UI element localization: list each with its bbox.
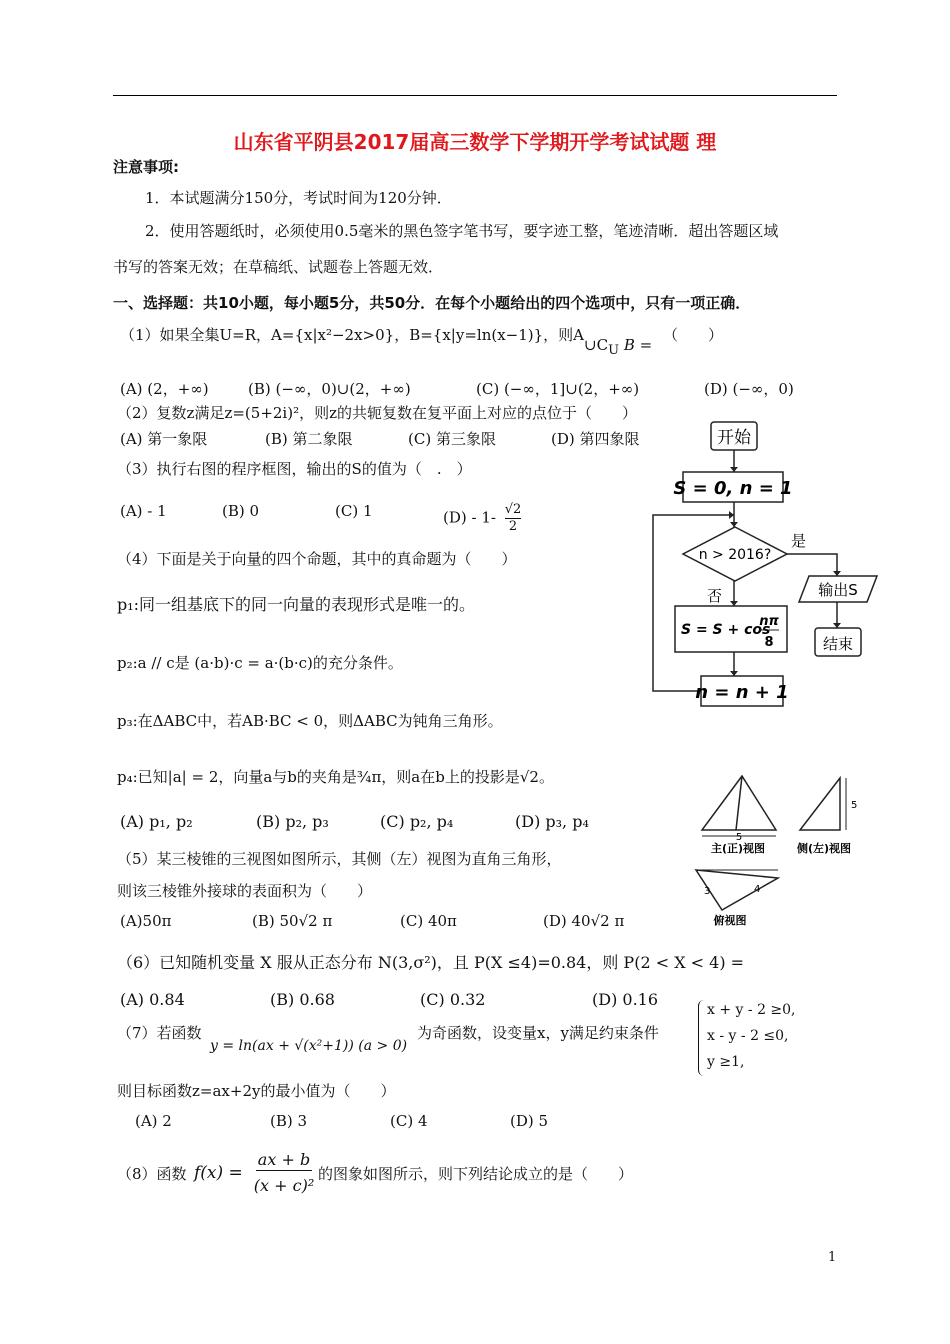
dim-5-side: 5 [851,800,858,811]
top-view-label: 俯视图 [713,914,747,927]
page-number: 1 [828,1250,837,1265]
q2-stem: （2）复数z满足z=(5+2i)²，则z的共轭复数在复平面上对应的点位于（ ） [117,404,637,422]
q7-function: y = ln(ax + √(x²+1)) (a > 0) [210,1038,408,1054]
q7-constraint-3: y ≥1, [707,1054,745,1070]
dim-4-top: 4 [754,884,761,895]
side-view-triangle [800,778,840,830]
q4-option-a[interactable]: (A) p₁, p₂ [120,812,193,831]
q7-brace [698,1000,707,1076]
flowchart-end: 结束 [822,635,854,653]
q3-option-d-num: √2 [504,502,522,517]
section-heading: 一、选择题：共10小题，每小题5分，共50分．在每个小题给出的四个选项中，只有一项正确． [113,294,751,312]
q7-option-a[interactable]: (A) 2 [135,1112,172,1130]
q6-option-d[interactable]: (D) 0.16 [592,990,659,1009]
q4-p4: p₄:已知|a| = 2，向量a与b的夹角是¾π，则a在b上的投影是√2。 [117,768,554,786]
q7-constraint-1: x + y - 2 ≥0, [707,1002,796,1018]
notice-heading: 注意事项: [113,158,179,176]
q5-option-d[interactable]: (D) 40√2 π [543,912,625,930]
flowchart-cond: n > 2016? [698,547,772,563]
three-views-figure [688,768,868,930]
q4-option-d[interactable]: (D) p₃, p₄ [515,812,589,831]
header-rule [113,95,837,96]
q1-stem-math: ∪C [584,336,609,354]
dim-3-top: 3 [704,886,711,897]
q1-stem-sub: U [608,343,620,358]
q5-option-b[interactable]: (B) 50√2 π [252,912,333,930]
page-title: 山东省平阴县2017届高三数学下学期开学考试试题 理 [233,130,717,154]
q5-option-c[interactable]: (C) 40π [400,912,457,930]
q8-denominator: (x + c)² [253,1176,315,1195]
q1-stem [120,324,723,358]
q7-stem-b: 为奇函数，设变量x，y满足约束条件 [417,1024,659,1042]
q3-option-d-prefix: (D) - 1- [443,508,496,527]
q6-stem: （6）已知随机变量 X 服从正态分布 N(3,σ²)，且 P(X ≤4)=0.84，则 P(2 < X < 4) = [117,953,745,972]
q1-stem-tail: B = [623,336,653,354]
q4-p2: p₂:a // c是 (a·b)·c = a·(b·c)的充分条件。 [117,654,403,672]
q1-option-c[interactable]: (C) (−∞，1]∪(2，+∞) [476,380,640,398]
q3-option-a[interactable]: (A) - 1 [120,502,167,520]
q7-stem-line-2: 则目标函数z=ax+2y的最小值为（ ） [117,1082,396,1100]
q2-option-c[interactable]: (C) 第三象限 [408,430,496,448]
q6-option-b[interactable]: (B) 0.68 [270,990,335,1009]
q7-constraint-2: x - y - 2 ≤0, [707,1028,789,1044]
q8-stem-b: 的图象如图所示，则下列结论成立的是（ ） [318,1165,634,1183]
q5-option-a[interactable]: (A)50π [120,912,172,930]
q6-option-a[interactable]: (A) 0.84 [120,990,185,1009]
q4-option-b[interactable]: (B) p₂, p₃ [256,812,329,831]
q5-stem-line-2: 则该三棱锥外接球的表面积为（ ） [117,882,373,900]
q3-option-d-den: 2 [508,519,518,534]
q1-stem-text: （1）如果全集U=R，A={x|x²−2x>0}，B={x|y=ln(x−1)}，则A [120,326,585,344]
flowchart-output: 输出S [818,581,858,599]
q3-stem: （3）执行右图的程序框图，输出的S的值为（ . ） [117,460,472,478]
flowchart-update-s: S = S + cos [681,622,771,638]
flowchart-start: 开始 [717,428,751,448]
q8-numerator: ax + b [257,1150,311,1169]
flowchart-frac-den: 8 [764,635,774,650]
q1-option-b[interactable]: (B) (−∞，0)∪(2，+∞) [248,380,411,398]
q3-option-b[interactable]: (B) 0 [222,502,260,520]
q4-p1: p₁:同一组基底下的同一向量的表现形式是唯一的。 [117,595,476,614]
flowchart-frac-num: nπ [759,614,779,629]
q1-paren: （ ） [662,326,723,344]
q1-option-a[interactable]: (A) (2，+∞) [120,380,209,398]
q7-stem-a: （7）若函数 [117,1024,202,1042]
dim-5-front: 5 [735,832,743,843]
q6-option-c[interactable]: (C) 0.32 [420,990,486,1009]
flowchart-no: 否 [707,587,723,605]
q2-option-d[interactable]: (D) 第四象限 [551,430,640,448]
notice-item-2-line-2: 书写的答案无效；在草稿纸、试题卷上答题无效． [113,258,444,276]
q8-fx: f(x) = [194,1163,243,1183]
front-view-label: 主(正)视图 [710,842,766,855]
q4-stem: （4）下面是关于向量的四个命题，其中的真命题为（ ） [117,550,517,568]
q8-stem-a: （8）函数 [117,1165,187,1183]
q7-option-b[interactable]: (B) 3 [270,1112,308,1130]
flowchart [645,418,895,713]
notice-item-2-line-1: 2．使用答题纸时，必须使用0.5毫米的黑色签字笔书写，要字迹工整，笔迹清晰．超出答题区域 [145,222,779,240]
flowchart-init: S = 0, n = 1 [673,478,793,499]
q4-p3: p₃:在ΔABC中，若AB·BC < 0，则ΔABC为钝角三角形。 [117,712,503,730]
q2-option-a[interactable]: (A) 第一象限 [120,430,208,448]
flowchart-update-n: n = n + 1 [695,682,789,703]
q7-option-d[interactable]: (D) 5 [510,1112,549,1130]
q7-option-c[interactable]: (C) 4 [390,1112,428,1130]
q3-option-d[interactable] [443,502,521,535]
q3-option-c[interactable]: (C) 1 [335,502,373,520]
q4-option-c[interactable]: (C) p₂, p₄ [380,812,454,831]
side-view-label: 侧(左)视图 [796,842,852,855]
flowchart-yes: 是 [791,532,807,550]
notice-item-1: 1．本试题满分150分，考试时间为120分钟． [145,189,452,207]
q5-stem-line-1: （5）某三棱锥的三视图如图所示，其侧（左）视图为直角三角形， [117,850,562,868]
q1-option-d[interactable]: (D) (−∞，0) [704,380,794,398]
q2-option-b[interactable]: (B) 第二象限 [265,430,353,448]
